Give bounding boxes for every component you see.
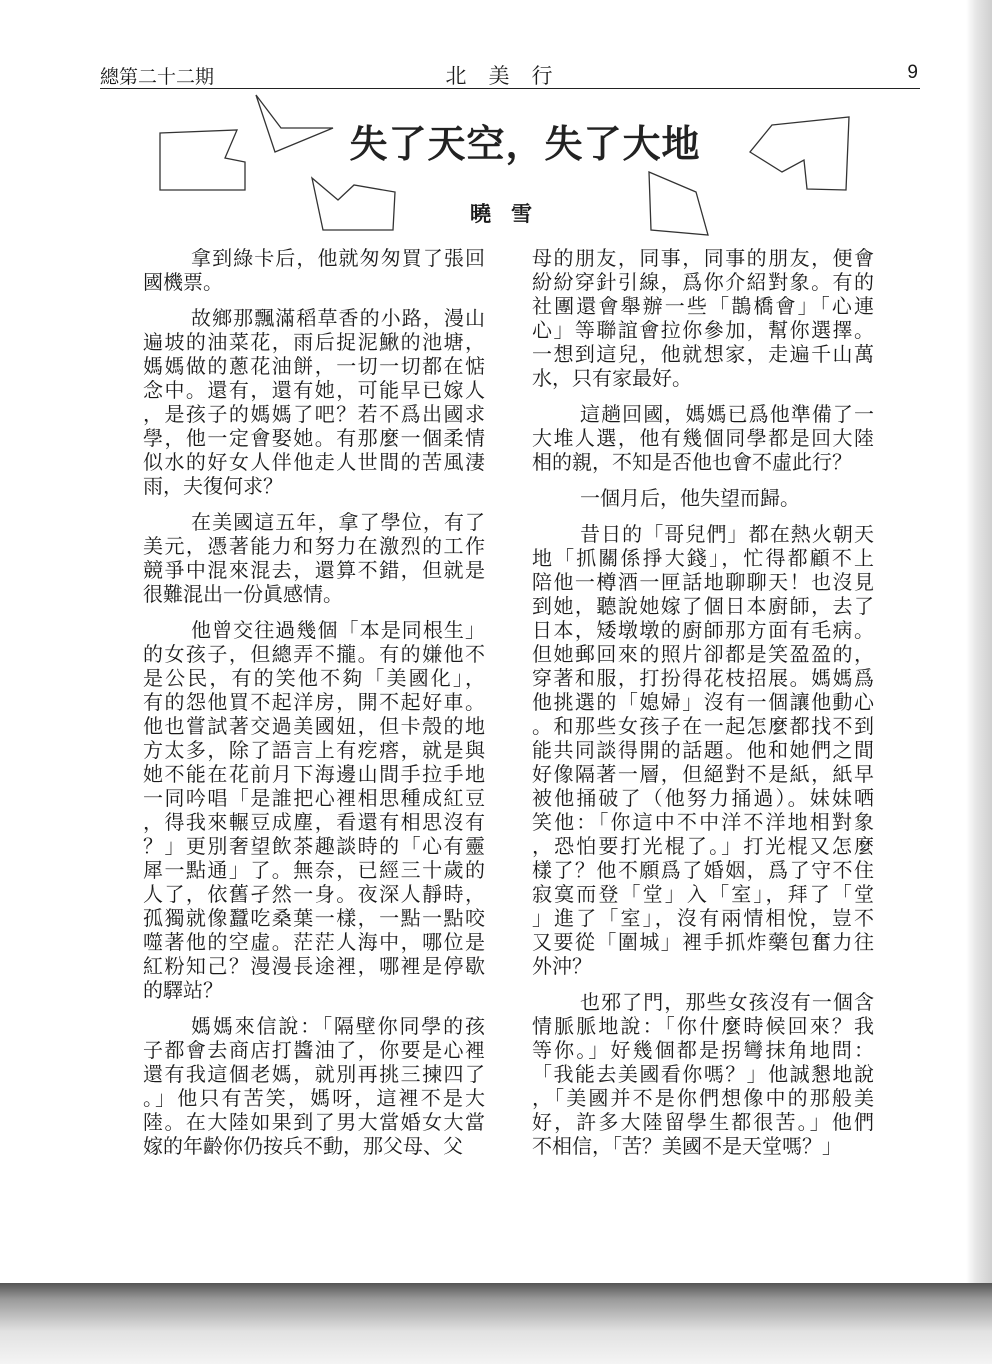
paragraph [143,246,485,294]
text-line: 大堆人選，他有幾個同學都是回大陸 [532,426,874,450]
text-line: 還有我這個老媽，就別再挑三揀四了 [143,1062,485,1086]
text-line: 外沖？ [532,954,592,978]
text-line: 笑他：「你這中不中洋不洋地相對象 [532,810,874,834]
article-author: 曉雪 [470,201,552,226]
text-line: 他挑選的「媳婦」沒有一個讓他動心 [532,690,874,714]
paragraph [143,618,485,1002]
text-line: 遍坡的油菜花，雨后捉泥鰍的池塘， [143,330,485,354]
text-line: 穿著和服，打扮得花枝招展。媽媽爲 [532,666,874,690]
text-line: 有的怨他買不起洋房，開不起好車。 [143,690,485,714]
text-line: 噬著他的空虛。茫茫人海中，哪位是 [143,930,485,954]
text-line: 寂寞而登「堂」入「室」，拜了「堂 [532,882,874,906]
text-line: 陪他一樽酒一匣話地聊聊天！也沒見 [532,570,874,594]
text-line: 水，只有家最好。 [532,366,692,390]
scan-bottom-shadow [0,1283,992,1364]
text-line: 是公民，有的笑他不夠「美國化」， [143,666,485,690]
text-line: 一想到這兒，他就想家，走遍千山萬 [532,342,874,366]
text-line: 到她，聽說她嫁了個日本廚師，去了 [532,594,874,618]
text-line: 競爭中混來混去，還算不錯，但就是 [143,558,485,582]
paragraph [532,522,874,978]
right-column [532,246,874,1170]
text-line: 「我能去美國看你嗎？」他誠懇地說 [532,1062,874,1086]
text-line: 嫁的年齡你仍按兵不動，那父母、父 [143,1134,463,1158]
text-line: 念中。還有，還有她，可能早已嫁人 [143,378,485,402]
left-column [143,246,485,1170]
text-line: 美元，憑著能力和努力在激烈的工作 [143,534,485,558]
paragraph [143,306,485,498]
text-line: 昔日的「哥兒們」都在熱火朝天 [580,522,874,546]
text-line: 但她郵回來的照片卻都是笑盈盈的， [532,642,874,666]
text-line: 日本，矮墩墩的廚師那方面有毛病。 [532,618,874,642]
article-title: 失了天空，失了大地 [349,122,701,166]
text-line: 好像隔著一層，但絕對不是紙，紙早 [532,762,874,786]
magazine-name: 北美行 [445,65,575,88]
text-line: 學，他一定會娶她。有那麼一個柔情 [143,426,485,450]
text-line: 的驛站？ [143,978,223,1002]
text-line: 犀一點通」了。無奈，已經三十歲的 [143,858,485,882]
decor-shape-left [160,130,245,190]
text-line: 。和那些女孩子在一起怎麼都找不到 [532,714,874,738]
text-line: 地「抓關係掙大錢」，忙得都顧不上 [532,546,874,570]
text-line: 」進了「室」，沒有兩情相悅，豈不 [532,906,874,930]
text-line: ，「美國并不是你們想像中的那般美 [532,1086,874,1110]
paragraph [532,402,874,474]
text-line: 似水的好女人伴他走人世間的苦風淒 [143,450,485,474]
text-line: 一個月后，他失望而歸。 [580,486,800,510]
text-line: 能共同談得開的話題。他和她們之間 [532,738,874,762]
text-line: 她不能在花前月下海邊山間手拉手地 [143,762,485,786]
text-line: 心」等聯誼會拉你參加，幫你選擇。 [532,318,874,342]
text-line: 相的親，不知是否他也會不虛此行？ [532,450,852,474]
text-line: 孤獨就像蠶吃桑葉一樣，一點一點咬 [143,906,485,930]
text-line: 很難混出一份眞感情。 [143,582,343,606]
text-line: 不相信，「苦？美國不是天堂嗎？」 [532,1134,842,1158]
text-line: 好，許多大陸留學生都很苦。」他們 [532,1110,874,1134]
text-line: ？」更別奢望飲茶趣談時的「心有靈 [143,834,485,858]
text-line: 子都會去商店打醬油了，你要是心裡 [143,1038,485,1062]
text-line: ，是孩子的媽媽了吧？若不爲出國求 [143,402,485,426]
text-line: 。」他只有苦笑，媽呀，這裡不是大 [143,1086,485,1110]
text-line: 媽媽來信說：「隔壁你同學的孩 [191,1014,485,1038]
text-line: 這趟回國，媽媽已爲他準備了一 [580,402,874,426]
text-line: 人了，依舊孑然一身。夜深人靜時， [143,882,485,906]
text-line: 等你。」好幾個都是拐彎抹角地問： [532,1038,874,1062]
text-line: 母的朋友，同事，同事的朋友，便會 [532,246,874,270]
text-line: 樣了？他不願爲了婚姻，爲了守不住 [532,858,874,882]
paragraph [532,486,874,510]
text-line: 陸。在大陸如果到了男大當婚女大當 [143,1110,485,1134]
text-line: 在美國這五年，拿了學位，有了 [191,510,485,534]
decor-shape-arrow [256,95,333,152]
text-line: 他曾交往過幾個「本是同根生」 [191,618,485,642]
text-line: 的女孩子，但總弄不攏。有的嫌他不 [143,642,485,666]
text-line: ，恐怕要打光棍了。」打光棍又怎麼 [532,834,874,858]
text-line: 一同吟唱「是誰把心裡相思種成紅豆 [143,786,485,810]
text-line: ，得我來輾豆成塵，看還有相思沒有 [143,810,485,834]
text-line: 國機票。 [143,270,223,294]
decor-shape-right [750,117,849,190]
page-number: 9 [907,62,918,83]
paragraph [143,510,485,606]
text-line: 被他捅破了（他努力捅過）。妹妹哂 [532,786,874,810]
text-line: 方太多，除了語言上有疙瘩，就是與 [143,738,485,762]
paragraph [532,990,874,1158]
text-line: 紛紛穿針引線，爲你介紹對象。有的 [532,270,874,294]
text-line: 情脈脈地說：「你什麼時候回來？我 [532,1014,874,1038]
paragraph [532,246,874,390]
text-line: 又要從「圍城」裡手抓炸藥包奮力往 [532,930,874,954]
text-line: 社團還會舉辦一些「鵲橋會」「心連 [532,294,874,318]
text-line: 拿到綠卡后，他就匆匆買了張回 [191,246,485,270]
paragraph [143,1014,485,1158]
issue-number: 總第二十二期 [100,67,215,88]
text-line: 也邪了門，那些女孩沒有一個含 [580,990,874,1014]
text-line: 他也嘗試著交過美國妞，但卡殼的地 [143,714,485,738]
decor-shape-bottom-left [312,178,395,230]
decor-shape-bottom-right [649,172,708,235]
text-line: 故鄉那飄滿稻草香的小路，漫山 [191,306,485,330]
text-line: 媽媽做的蔥花油餅，一切一切都在惦 [143,354,485,378]
text-line: 雨，夫復何求？ [143,474,283,498]
text-line: 紅粉知己？漫漫長途裡，哪裡是停歇 [143,954,485,978]
